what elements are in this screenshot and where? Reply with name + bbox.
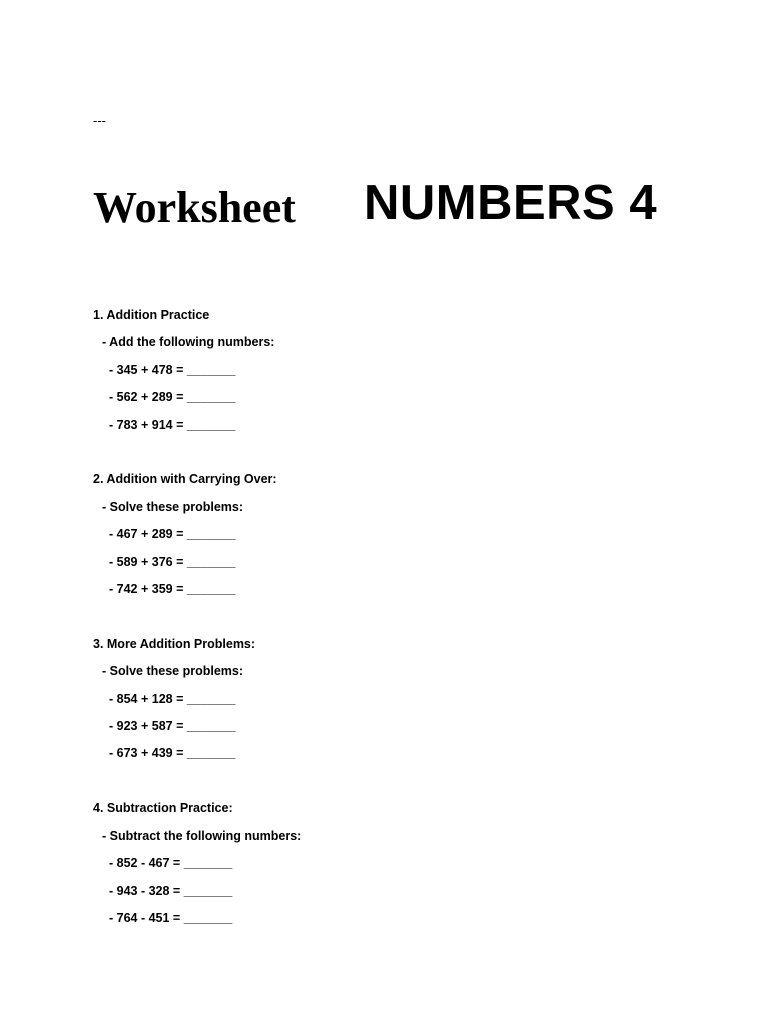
problem-item: - 345 + 478 = _______: [109, 362, 236, 377]
problem-item: - 467 + 289 = _______: [109, 527, 236, 542]
problem-item: - 854 + 128 = _______: [109, 691, 236, 706]
worksheet-title: Worksheet: [93, 183, 296, 232]
numbers-title: NUMBERS 4: [364, 176, 658, 230]
section-instruction: - Solve these problems:: [102, 499, 244, 514]
exercise-sections: [93, 306, 301, 964]
problem-item: - 923 + 587 = _______: [109, 719, 236, 734]
section-addition-carrying: [93, 470, 301, 607]
problem-item: - 764 - 451 = _______: [109, 910, 233, 925]
problem-item: - 943 - 328 = _______: [109, 883, 233, 898]
section-more-addition: [93, 635, 301, 772]
section-instruction: - Subtract the following numbers:: [102, 828, 302, 843]
section-addition-practice: [93, 306, 301, 443]
section-heading: 4. Subtraction Practice:: [93, 801, 233, 816]
section-subtraction-practice: [93, 799, 301, 936]
problem-item: - 742 + 359 = _______: [109, 582, 236, 597]
section-heading: 1. Addition Practice: [93, 308, 210, 322]
section-instruction: - Solve these problems:: [102, 664, 244, 679]
problem-item: - 589 + 376 = _______: [109, 554, 236, 569]
problem-item: - 673 + 439 = _______: [109, 746, 236, 761]
section-heading: 3. More Addition Problems:: [93, 636, 256, 651]
separator-line: ---: [93, 113, 106, 128]
section-heading: 2. Addition with Carrying Over:: [93, 472, 277, 487]
problem-item: - 562 + 289 = _______: [109, 390, 236, 405]
problem-item: - 783 + 914 = _______: [109, 417, 236, 432]
section-instruction: - Add the following numbers:: [102, 335, 275, 350]
problem-item: - 852 - 467 = _______: [109, 856, 233, 871]
